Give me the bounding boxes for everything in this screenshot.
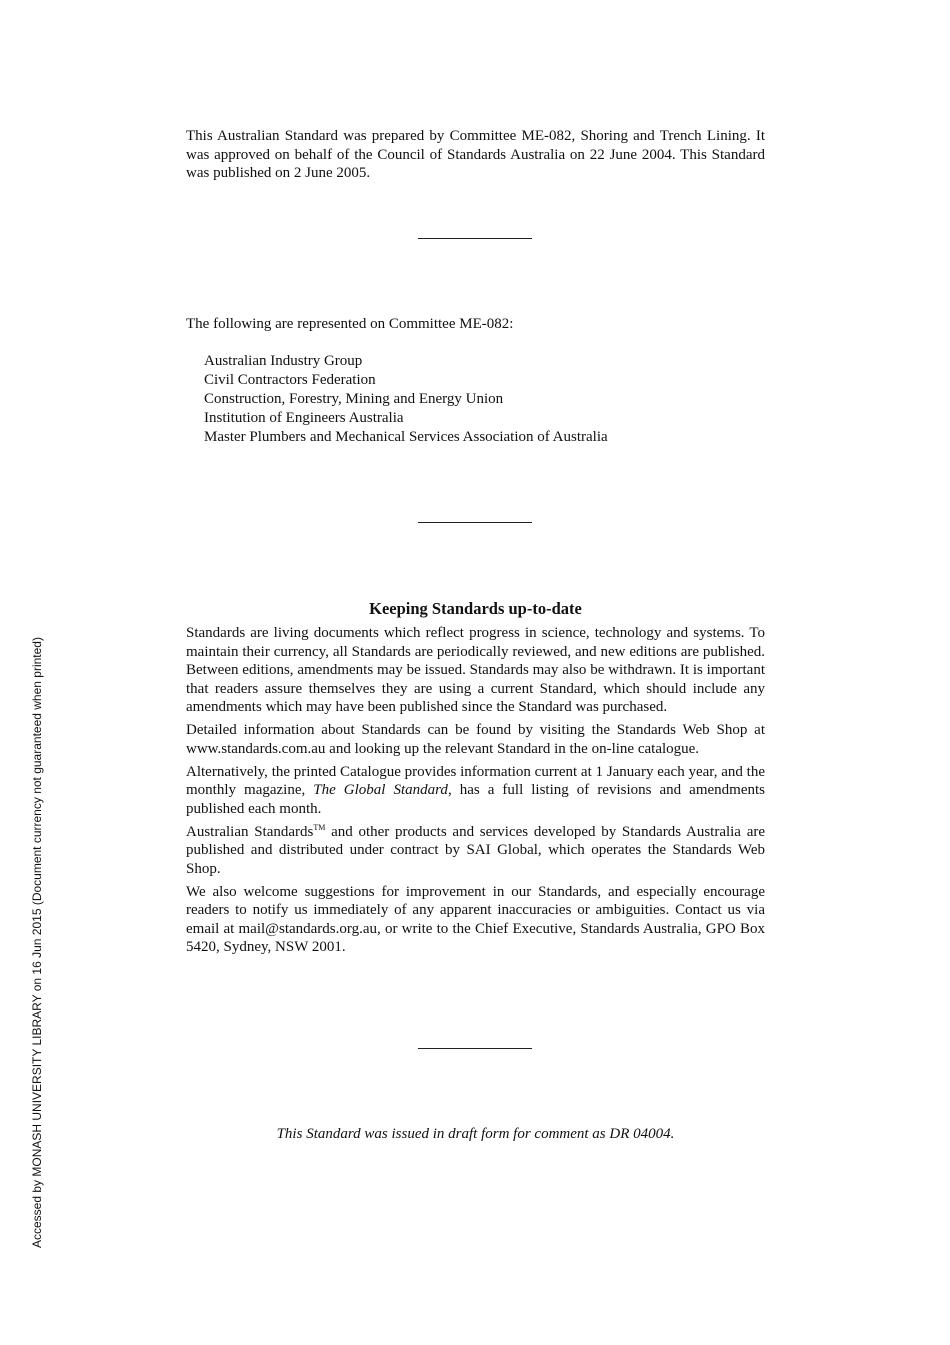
committee-member: Construction, Forestry, Mining and Energy Union xyxy=(204,391,504,407)
paragraph-text: , has a full listing of revisions and amendments published each month. xyxy=(186,782,765,817)
keeping-paragraph-3 xyxy=(186,763,765,819)
intro-paragraph: This Australian Standard was prepared by Committee ME-082, Shoring and Trench Lining. It was approved on behalf of the Council of Standards Australia on 22 June 2004. This Standard was published on 2 June 2005. xyxy=(186,128,765,181)
paragraph-text: Alternatively, the printed Catalogue provides information current at 1 January each year, and the monthly magazine, xyxy=(186,763,765,798)
keeping-standards-title: Keeping Standards up-to-date xyxy=(369,599,582,618)
keeping-paragraph-1: Standards are living documents which reflect progress in science, technology and systems. To maintain their currency, all Standards are periodically reviewed, and new editions are published. Between editions, amendments may be issued. Standards may also be withdrawn. It is important that readers assure themselves they are using a current Standard, which should include any amendments which may have been published since the Standard was purchased. xyxy=(186,625,765,715)
committee-member-list xyxy=(204,352,608,447)
keeping-standards-body xyxy=(186,624,765,961)
keeping-paragraph-4 xyxy=(186,823,765,879)
committee-member: Australian Industry Group xyxy=(204,353,363,369)
paragraph-text: Australian Standards xyxy=(186,823,314,840)
keeping-paragraph-5: We also welcome suggestions for improvement in our Standards, and especially encourage readers to notify us immediately of any apparent inaccuracies or ambiguities. Contact us via email at mail@standards.org.au, or write to the Chief Executive, Standards Australia, GPO Box 5420, Sydney, NSW 2001. xyxy=(186,883,765,955)
paragraph-text: and other products and services developed by Standards Australia are published and distributed under contract by SAI Global, which operates the Standards Web Shop. xyxy=(186,823,766,877)
section-divider xyxy=(418,522,532,523)
trademark-mark: TM xyxy=(313,822,326,832)
committee-heading: The following are represented on Committee ME-082: xyxy=(186,316,514,332)
committee-member: Institution of Engineers Australia xyxy=(204,410,404,426)
committee-member: Civil Contractors Federation xyxy=(204,372,376,388)
committee-member: Master Plumbers and Mechanical Services Association of Australia xyxy=(204,429,608,445)
access-watermark: Accessed by MONASH UNIVERSITY LIBRARY on 16 Jun 2015 (Document currency not guaranteed when printed) xyxy=(30,637,44,1248)
draft-note: This Standard was issued in draft form for comment as DR 04004. xyxy=(276,1126,675,1142)
keeping-paragraph-2: Detailed information about Standards can be found by visiting the Standards Web Shop at www.standards.com.au and looking up the relevant Standard in the on-line catalogue. xyxy=(186,722,765,757)
magazine-title: The Global Standard xyxy=(313,782,448,798)
section-divider xyxy=(418,238,532,239)
section-divider xyxy=(418,1048,532,1049)
